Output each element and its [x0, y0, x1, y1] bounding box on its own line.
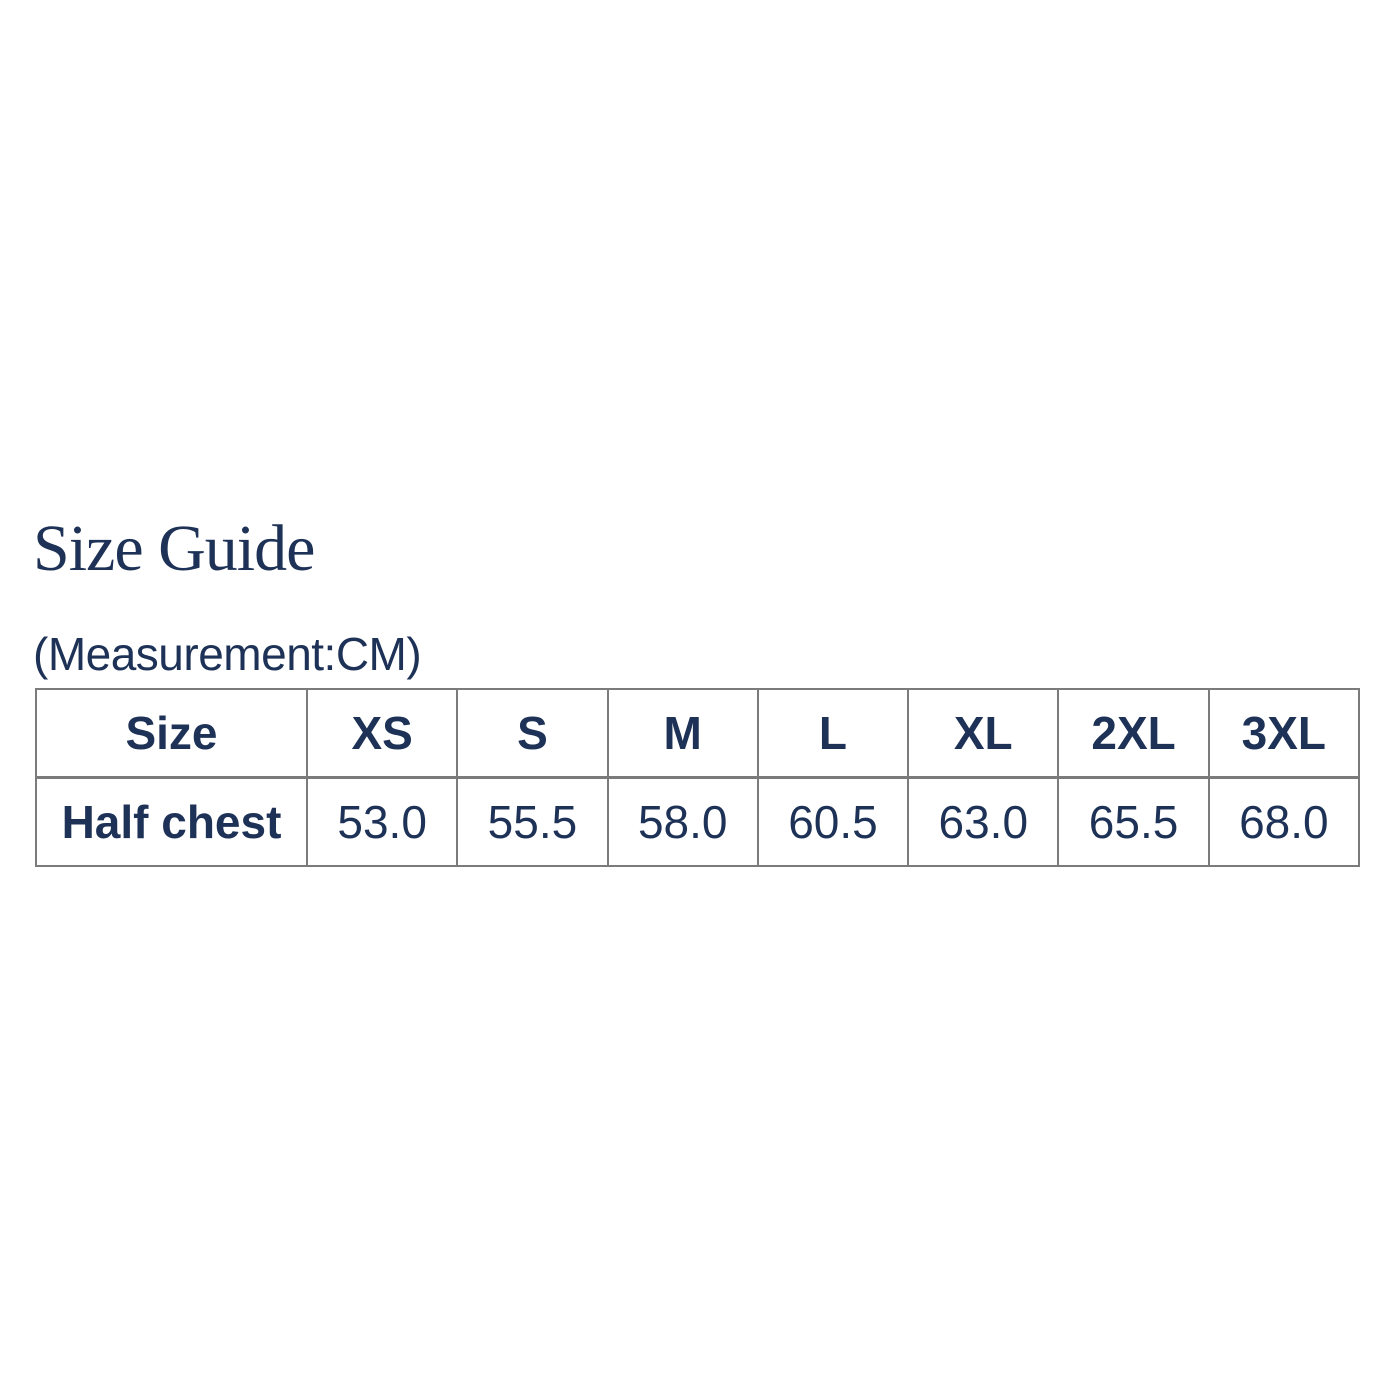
measurement-cell-xs: 53.0 — [307, 777, 457, 866]
measurement-cell-s: 55.5 — [457, 777, 607, 866]
column-header-size: Size — [36, 689, 307, 777]
column-header-m: M — [608, 689, 758, 777]
column-header-xs: XS — [307, 689, 457, 777]
header-row — [36, 689, 1359, 777]
column-header-l: L — [758, 689, 908, 777]
measurement-cell-l: 60.5 — [758, 777, 908, 866]
table-row-half-chest — [36, 777, 1359, 866]
column-header-2xl: 2XL — [1058, 689, 1208, 777]
column-header-s: S — [457, 689, 607, 777]
measurement-cell-m: 58.0 — [608, 777, 758, 866]
column-header-xl: XL — [908, 689, 1058, 777]
page-title: Size Guide — [33, 512, 315, 585]
measurement-unit-note: (Measurement:CM) — [33, 628, 422, 680]
row-label-half-chest: Half chest — [36, 777, 307, 866]
measurement-cell-3xl: 68.0 — [1209, 777, 1359, 866]
column-header-3xl: 3XL — [1209, 689, 1359, 777]
measurement-cell-xl: 63.0 — [908, 777, 1058, 866]
size-guide-table — [35, 688, 1360, 867]
measurement-cell-2xl: 65.5 — [1058, 777, 1208, 866]
